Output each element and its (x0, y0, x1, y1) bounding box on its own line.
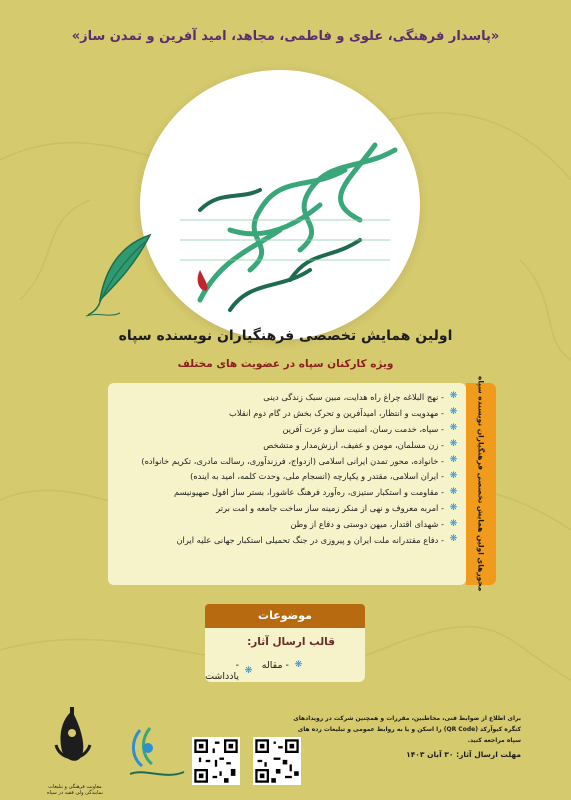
topic-label: - امربه معروف و نهی از منکر زمینه ساز ساخت جامعه و امت برتر (216, 503, 444, 514)
format-panel (205, 628, 365, 682)
qr-code-icon[interactable] (253, 737, 301, 785)
event-calligraphy-logo (160, 130, 410, 320)
topic-item (118, 532, 458, 548)
organization-emblem-logo (40, 705, 115, 785)
qr-code-icon[interactable] (192, 737, 240, 785)
topic-item (118, 516, 458, 532)
event-subtitle: ویژه کارکنان سپاه در عضویت های مختلف (177, 358, 394, 370)
topic-item (118, 468, 458, 484)
format-item-article (262, 660, 303, 671)
format-label: - مقاله (261, 660, 289, 671)
flower-bullet-icon: ❋ (449, 534, 458, 545)
flower-bullet-icon: ❋ (449, 486, 458, 497)
flower-bullet-icon: ❋ (449, 502, 458, 513)
flower-bullet-icon: ❋ (449, 518, 458, 529)
topics-list (118, 389, 458, 548)
flower-bullet-icon: ❋ (244, 665, 253, 676)
topic-label: - سپاه، خدمت رسان، امنیت ساز و عزت آفرین (282, 423, 444, 434)
topic-label: - مهدویت و انتظار، امیدآفرین و تحرک بخش در گام دوم انقلاب (229, 407, 444, 418)
flower-bullet-icon: ❋ (449, 470, 458, 481)
topic-label: - خانواده، محور تمدن ایرانی اسلامی (ازدواج، فرزندآوری، رسالت مادری، تکریم خانواده) (141, 455, 444, 466)
flower-bullet-icon: ❋ (294, 660, 303, 670)
format-label: - یادداشت (205, 660, 239, 682)
culture-organization-logo (120, 722, 188, 784)
left-logo-caption: معاونت فرهنگی و تبلیغات نمایندگی ولی فقیه در سپاه (47, 784, 103, 796)
flower-bullet-icon: ❋ (449, 407, 458, 418)
flower-bullet-icon: ❋ (449, 423, 458, 434)
feather-quill-icon (80, 230, 160, 320)
topic-item (118, 389, 458, 405)
slogan-text: «پاسدار فرهنگی، علوی و فاطمی، مجاهد، امید آفرین و تمدن ساز» (71, 29, 500, 44)
flower-bullet-icon: ❋ (449, 455, 458, 465)
topic-label: - ایران اسلامی، مقتدر و یکپارچه (انسجام ملی، وحدت کلمه، امید به اینده) (190, 471, 444, 482)
topics-header: موضوعات (205, 604, 365, 628)
deadline-text: مهلت ارسال آثار: ۳۰ آبان ۱۴۰۳ (406, 750, 521, 759)
event-title: اولین همایش تخصصی فرهنگیاران نویسنده سپاه (118, 328, 453, 344)
topic-item (118, 500, 458, 516)
topic-item (118, 484, 458, 500)
flower-bullet-icon: ❋ (449, 391, 458, 402)
side-tab-label: محورهای اولین همایش تخصصی فرهنگیاران نویسنده سپاه (476, 376, 486, 592)
topic-label: - نهج البلاغه چراغ راه هدایت، مبین سبک زندگی دینی (263, 391, 444, 402)
topic-item (118, 437, 458, 453)
flower-bullet-icon: ❋ (449, 439, 458, 450)
topic-label: - زن مسلمان، مومن و عفیف، ارزش‌مدار و متشخص (263, 439, 444, 450)
format-item-note (205, 660, 253, 682)
topic-label: - دفاع مقتدرانه ملت ایران و پیروزی در جنگ تحمیلی استکبار جهانی علیه ایران (176, 534, 444, 545)
topic-label: - شهدای اقتدار، میهن دوستی و دفاع از وطن (290, 519, 444, 530)
topic-label: - مقاومت و استکبار ستیزی، ره‌آورد فرهنگ عاشورا، بستر ساز افول صهیونیسم (173, 487, 444, 498)
topic-item (118, 453, 458, 469)
topics-panel (108, 383, 466, 585)
red-accent-mark (198, 270, 208, 291)
topic-item (118, 405, 458, 421)
topics-side-tab (466, 376, 496, 592)
footer-note: برای اطلاع از ضوابط فنی، مخاطبین، مقررات و همچنین شرکت در رویدادهای کنگره کیوآرکد (QR Code) را اسکن و یا به روابط عمومی و تبلیغات رده های سپاه مراجعه کنید. (293, 715, 521, 744)
format-title: قالب ارسال آثار: (247, 636, 335, 648)
topic-item (118, 421, 458, 437)
